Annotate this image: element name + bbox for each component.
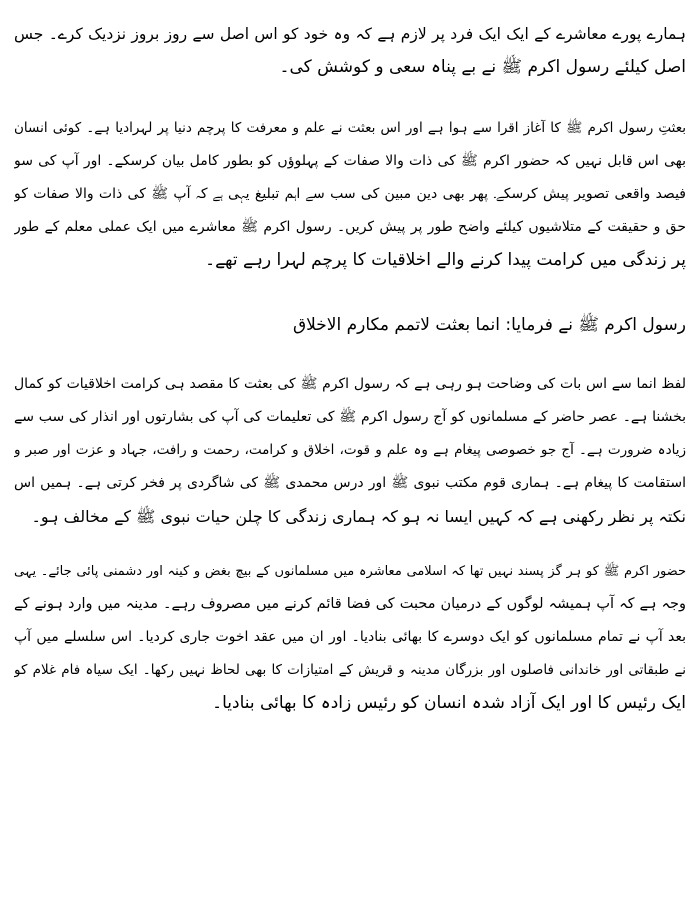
document-body <box>14 6 686 720</box>
paragraph-3 <box>14 309 686 342</box>
text-line: وجہ ہے کہ آپ ہمیشہ لوگوں کے درمیان محبت کی فضا قائم کرنے میں مصروف رہے۔ مدینہ میں وارد ہونے کے <box>14 596 686 612</box>
text-line: بخشنا ہے۔ عصر حاضر کے مسلمانوں کو آج رسول اکرم ﷺ کی تعلیمات کی آپ کی بشارتوں اور انذار کی سب سے <box>14 409 686 425</box>
text-line: نکتہ پر نظر رکھنی ہے کہ کہیں ایسا نہ ہو کہ ہماری زندگی کا چلن حیات نبوی ﷺ کے مخالف ہو۔ <box>31 507 686 526</box>
text-line: رسول اکرم ﷺ نے فرمایا: انما بعثت لاتمم مکارم الاخلاق <box>292 315 686 335</box>
paragraph-5 <box>14 555 686 720</box>
text-line: حضور اکرم ﷺ کو ہر گز پسند نہیں تھا کہ اسلامی معاشرہ میں مسلمانوں کے بیچ بغض و کینہ اور دشمنی پائی جائے۔ یہی <box>14 564 686 579</box>
text-line: زیادہ ضرورت ہے۔ آج جو خصوصی پیغام ہے وہ علم و قوت، اخلاق و کرامت، رحمت و رافت، جہاد و عزت اور صبر و <box>14 442 686 458</box>
text-line: لفظ انما سے اس بات کی وضاحت ہو رہی ہے کہ رسول اکرم ﷺ کی بعثت کا مقصد ہی کرامت اخلاقیات کو کمال <box>14 376 686 392</box>
text-line: حق و حقیقت کے متلاشیوں کیلئے واضح طور پر پیش کریں۔ رسول اکرم ﷺ معاشرے میں ایک عملی معلم کے طور <box>14 219 686 235</box>
text-line: بعد آپ نے تمام مسلمانوں کو ایک دوسرے کا بھائی بنادیا۔ اور ان میں عقد اخوت جاری کردیا۔ اس سلسلے میں آپ <box>14 629 686 645</box>
text-line: ہمارے پورے معاشرے کے ایک ایک فرد پر لازم ہے کہ وہ خود کو اس اصل سے روز بروز نزدیک کرے۔ جس <box>14 25 686 43</box>
text-line: نے طبقاتی اور خاندانی فاصلوں اور بزرگان مدینہ و قریش کے امتیازات کا بھی لحاظ نہیں رکھا۔ ایک سیاہ فام غلام کو <box>14 662 686 678</box>
text-line: بھی اس قابل نہیں کہ حضور اکرم ﷺ کی ذات والا صفات کے پہلوؤں کو بطور کامل بیان کرسکے۔ اور آپ کی سو <box>14 153 686 169</box>
text-line: پر زندگی میں کرامت پیدا کرنے والے اخلاقیات کا پرچم لہرا رہے تھے۔ <box>205 250 686 270</box>
text-line: بعثتِ رسول اکرم ﷺ کا آغاز اقرا سے ہوا ہے اور اس بعثت نے علم و معرفت کا پرچم دنیا پر لہرادیا ہے۔ کوئی انسان <box>14 120 686 136</box>
paragraph-1 <box>14 18 686 84</box>
text-line: استقامت کا پیغام ہے۔ ہماری قوم مکتب نبوی ﷺ اور درس محمدی ﷺ کی شاگردی پر فخر کرتی ہے۔ ہمیں اس <box>14 475 686 491</box>
text-line: اصل کیلئے رسول اکرم ﷺ نے بے پناہ سعی و کوشش کی۔ <box>279 57 686 77</box>
paragraph-2 <box>14 112 686 277</box>
text-line: فیصد واقعی تصویر پیش کرسکے۔ پھر بھی دین مبین کی سب سے اہم تبلیغ یہی ہے کہ آپ ﷺ کی ذات والا صفات کو <box>14 186 686 202</box>
text-line: ایک رئیس کا اور ایک آزاد شدہ انسان کو رئیس زادہ کا بھائی بنادیا۔ <box>212 693 686 713</box>
paragraph-4 <box>14 368 686 533</box>
